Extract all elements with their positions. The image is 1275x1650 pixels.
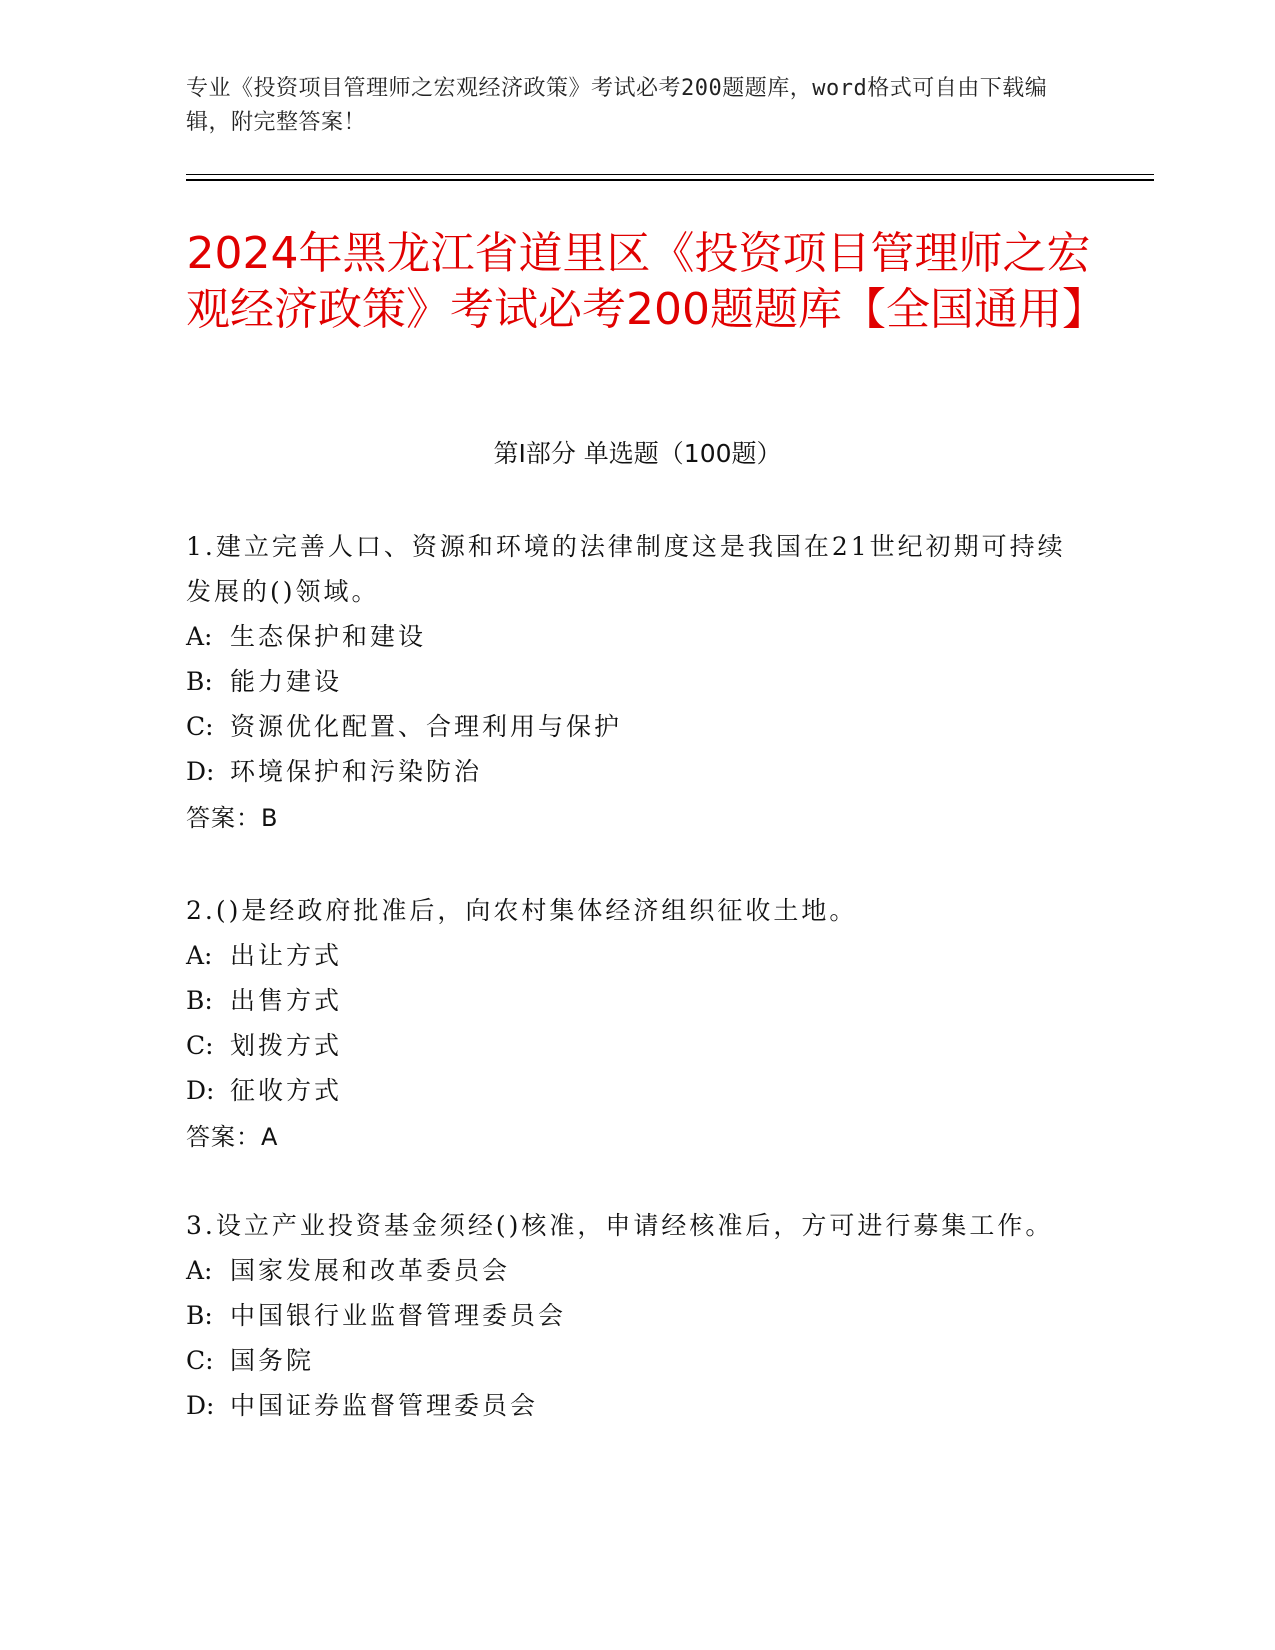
answer-line: 答案：A [186, 1123, 279, 1151]
option-text: 国务院 [230, 1346, 315, 1375]
option-text: 资源优化配置、合理利用与保护 [230, 712, 623, 741]
question-stem: 3.设立产业投资基金须经()核准，申请经核准后，方可进行募集工作。 [186, 1211, 1054, 1240]
option-text: 环境保护和污染防治 [230, 757, 483, 786]
option-letter: C: [186, 712, 214, 741]
option-text: 出售方式 [230, 986, 343, 1015]
question-stem: 2.()是经政府批准后，向农村集体经济组织征收土地。 [186, 896, 858, 925]
header-divider-thick [186, 179, 1154, 181]
question-2 [186, 888, 1076, 1160]
option-letter: D: [186, 757, 215, 786]
section-heading: 第I部分 单选题（100题） [493, 439, 782, 468]
option-letter: B: [186, 1301, 213, 1330]
option-letter: A: [186, 622, 213, 651]
option-text: 中国银行业监督管理委员会 [230, 1301, 567, 1330]
question-stem: 1.建立完善人口、资源和环境的法律制度这是我国在21世纪初期可持续发展的()领域。 [186, 532, 1066, 606]
option-d [186, 749, 1076, 794]
option-text: 国家发展和改革委员会 [230, 1256, 511, 1285]
option-c [186, 1023, 1076, 1068]
option-letter: A: [186, 1256, 213, 1285]
option-letter: B: [186, 986, 213, 1015]
option-d [186, 1068, 1076, 1113]
option-text: 征收方式 [230, 1076, 343, 1105]
option-b [186, 978, 1076, 1023]
option-letter: D: [186, 1076, 215, 1105]
option-b [186, 1293, 1076, 1338]
option-a [186, 614, 1076, 659]
document-title: 2024年黑龙江省道里区《投资项目管理师之宏观经济政策》考试必考200题题库【全国通用】 [186, 228, 1106, 335]
question-3 [186, 1203, 1076, 1428]
option-letter: C: [186, 1346, 214, 1375]
option-letter: D: [186, 1391, 215, 1420]
option-c [186, 704, 1076, 749]
option-a [186, 933, 1076, 978]
option-text: 中国证券监督管理委员会 [230, 1391, 539, 1420]
option-text: 出让方式 [230, 941, 343, 970]
option-text: 生态保护和建设 [230, 622, 427, 651]
option-letter: C: [186, 1031, 214, 1060]
option-letter: A: [186, 941, 213, 970]
header-divider-thin [186, 174, 1154, 175]
header-note: 专业《投资项目管理师之宏观经济政策》考试必考200题题库，word格式可自由下载编辑，附完整答案！ [186, 76, 1048, 135]
option-d [186, 1383, 1076, 1428]
option-text: 划拨方式 [230, 1031, 343, 1060]
option-text: 能力建设 [230, 667, 343, 696]
option-a [186, 1248, 1076, 1293]
option-letter: B: [186, 667, 213, 696]
option-c [186, 1338, 1076, 1383]
answer-line: 答案：B [186, 804, 279, 832]
question-1 [186, 524, 1076, 841]
option-b [186, 659, 1076, 704]
